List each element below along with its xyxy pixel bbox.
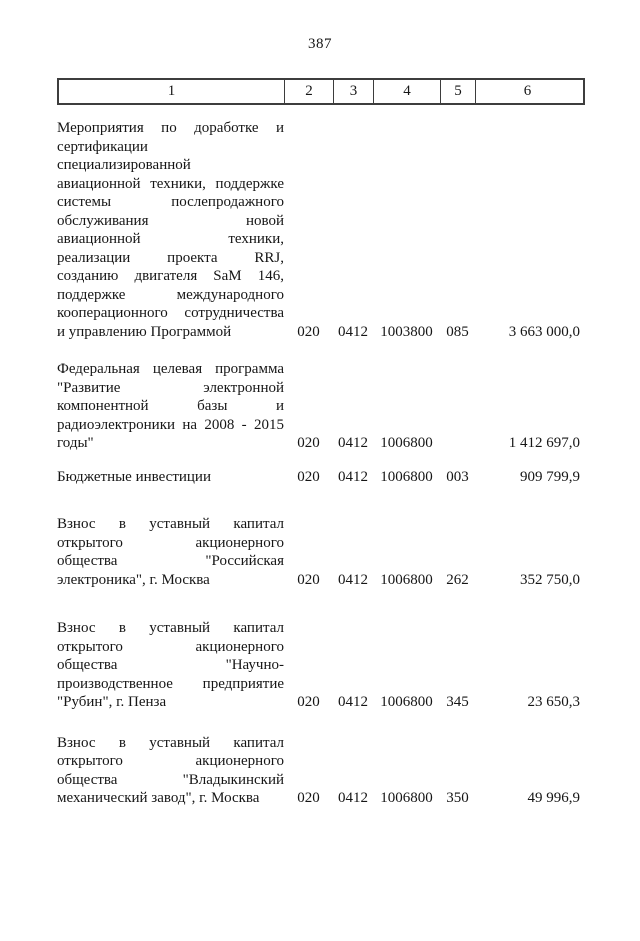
table-row [57,619,585,712]
row-text-line: электроника", г. Москва [57,571,210,588]
row-code-expense-type: 345 [446,694,469,710]
row-amount: 49 996,9 [527,790,580,806]
row-text-line: "Развитие электронной [57,379,284,396]
row-description [57,119,284,341]
row-code-expense-type: 262 [446,571,469,588]
row-code-target-item: 1006800 [380,571,433,588]
row-text-line: и управлению Программой [57,323,232,340]
table-row [57,360,585,453]
row-text-line: Взнос в уставный капитал [57,516,284,532]
row-code-target-item: 1003800 [380,323,433,340]
row-code-section: 0412 [338,571,368,588]
row-text-line: открытого акционерного [57,638,284,655]
header-cell-1: 1 [167,83,176,99]
row-amount: 909 799,9 [520,468,580,485]
table-row [57,515,585,589]
header-cell-4: 4 [373,80,440,103]
row-amount: 23 650,3 [527,694,580,710]
row-description [57,734,284,808]
row-text-line: кооперационного сотрудничества [57,305,284,321]
row-code-section: 0412 [338,468,368,485]
row-text-line: сертификации [57,138,148,155]
row-code-expense-type: 003 [446,468,469,485]
row-code-target-item: 1006800 [380,790,433,806]
row-code-chapter: 020 [297,694,320,710]
row-text-line: Бюджетные инвестиции [57,468,211,485]
row-text-line: "Рубин", г. Пенза [57,694,167,710]
row-code-section: 0412 [338,323,368,340]
row-description [57,468,284,487]
row-code-section: 0412 [338,694,368,710]
row-text-line: обслуживания новой [57,212,284,229]
row-text-line: системы послепродажного [57,194,284,210]
row-description [57,515,284,589]
table-row [57,119,585,341]
row-text-line: механический завод", г. Москва [57,790,260,806]
row-code-expense-type: 350 [446,790,469,806]
row-code-target-item: 1006800 [380,435,433,451]
row-code-chapter: 020 [297,790,320,806]
table-row [57,734,585,808]
row-text-line: специализированной [57,157,191,173]
row-code-section: 0412 [338,790,368,806]
row-amount: 1 412 697,0 [508,435,580,451]
table-header-row [57,78,585,105]
header-cell-6: 6 [475,80,579,103]
header-cell-2: 2 [284,80,333,103]
document-sheet [57,78,585,808]
row-amount: 3 663 000,0 [508,323,580,340]
row-text-line: радиоэлектроники на 2008 - 2015 [57,416,284,433]
row-code-section: 0412 [338,435,368,451]
row-text-line: общества "Владыкинский [57,771,284,788]
page-number: 387 [308,36,332,52]
row-description [57,360,284,453]
row-text-line: открытого акционерного [57,534,284,551]
table-body [57,119,585,808]
header-cell-3: 3 [333,80,373,103]
row-amount: 352 750,0 [520,571,580,588]
row-code-target-item: 1006800 [380,694,433,710]
row-text-line: годы" [57,435,94,451]
row-code-chapter: 020 [297,435,320,451]
row-text-line: Взнос в уставный капитал [57,734,284,751]
row-text-line: Федеральная целевая программа [57,361,284,377]
row-text-line: общества "Научно- [57,657,284,673]
row-text-line: поддержке международного [57,286,284,303]
row-text-line: созданию двигателя SaM 146, [57,268,284,284]
row-code-expense-type: 085 [446,323,469,340]
row-text-line: реализации проекта RRJ, [57,249,284,266]
row-text-line: авиационной техники, [57,231,284,247]
row-text-line: производственное предприятие [57,675,284,692]
row-text-line: компонентной базы и [57,398,284,414]
row-text-line: общества "Российская [57,553,284,569]
row-code-target-item: 1006800 [380,468,433,485]
row-text-line: открытого акционерного [57,753,284,769]
row-text-line: авиационной техники, поддержке [57,175,284,192]
header-cell-5: 5 [440,80,475,103]
table-row [57,468,585,487]
row-code-chapter: 020 [297,468,320,485]
row-description [57,619,284,712]
row-text-line: Взнос в уставный капитал [57,620,284,636]
row-code-chapter: 020 [297,571,320,588]
row-text-line: Мероприятия по доработке и [57,120,284,136]
row-code-chapter: 020 [297,323,320,340]
